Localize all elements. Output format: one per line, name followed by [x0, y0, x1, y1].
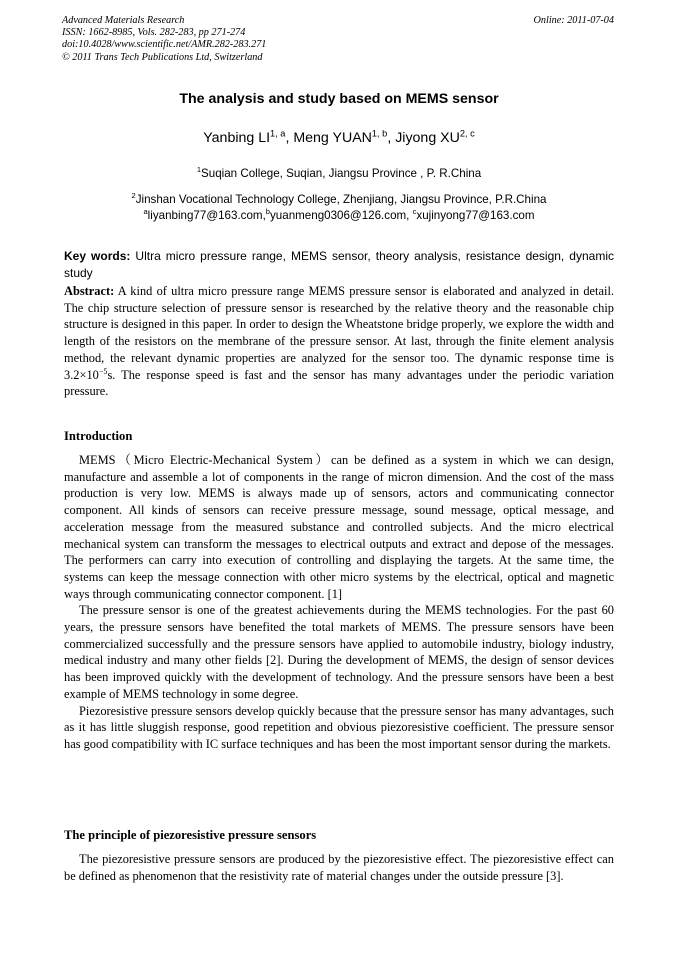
journal-copyright: © 2011 Trans Tech Publications Ltd, Switzerland: [62, 51, 263, 63]
paragraph: Piezoresistive pressure sensors develop quickly because that the pressure sensor has many advantages, such as it has little sluggish response, good repetition and obvious piezoresistive coefficient. The pressure sensor has good compatibility with IC surface techniques and has been the most important sensor during the markets.: [64, 703, 614, 751]
paragraph: The pressure sensor is one of the greatest achievements during the MEMS technologies. For the past 60 years, the pressure sensors have benefited the total markets of MEMS. The pressure sensors have been commercialized successfully and the pressure sensors have applied to automobile industry, biology industry, medical industry and many other fields [2]. During the development of MEMS, the design of sensor devices has been improved quickly with the development of technology. And the pressure sensors have been a best example of MEMS technology in some degree.: [64, 603, 614, 701]
section-heading-introduction: Introduction: [64, 429, 133, 443]
email-mark: a: [143, 207, 148, 217]
affiliation-text: Jinshan Vocational Technology College, Zhenjiang, Jiangsu Province, P.R.China: [135, 193, 547, 206]
abstract-text-end: s. The response speed is fast and the sensor has many advantages under the periodic variation pressure.: [64, 367, 614, 399]
email-address: yuanmeng0306@126.com,: [270, 209, 413, 222]
author-list: [0, 130, 678, 146]
affiliation-2: [0, 193, 678, 206]
online-date: Online: 2011-07-04: [533, 15, 614, 26]
abstract-exponent: −5: [98, 366, 108, 376]
abstract-text: A kind of ultra micro pressure range MEMS pressure sensor is elaborated and analyzed in detail. The chip structure selection of pressure sensor is researched by the relative theory and the reasonable chip structure is designed in this paper. In order to design the Wheatstone bridge properly, we explore the width and length of the resistors on the membrane of the pressure sensor. At last, through the finite element analysis method, the relevant dynamic properties are analyzed for the sensor too. The dynamic response time is 3.2×10: [64, 284, 614, 382]
affiliation-mark: 2: [131, 191, 136, 201]
paragraph: The piezoresistive pressure sensors are produced by the piezoresistive effect. The piezoresistive effect can be defined as phenomenon that the resistivity rate of material changes under the outside pressure [3].: [64, 852, 614, 883]
author-affiliation-mark: 1, a: [270, 128, 286, 139]
keywords-label: Key words:: [64, 249, 131, 263]
email-address: liyanbing77@163.com,: [147, 209, 266, 222]
email-mark: b: [265, 207, 270, 217]
abstract-label: Abstract:: [64, 284, 115, 298]
journal-name: Advanced Materials Research: [62, 15, 185, 26]
affiliation-1: [0, 167, 678, 180]
author-separator: ,: [285, 130, 294, 146]
author-separator: ,: [387, 130, 396, 146]
author-affiliation-mark: 2, c: [459, 128, 475, 139]
author-emails: [0, 209, 678, 222]
author-name: Jiyong XU: [395, 130, 460, 146]
introduction-body: [64, 452, 614, 753]
email-mark: c: [412, 207, 417, 217]
keywords: [64, 248, 614, 281]
affiliation-mark: 1: [196, 165, 202, 175]
keywords-text: Ultra micro pressure range, MEMS sensor, theory analysis, resistance design, dynamic study: [64, 249, 614, 280]
abstract: [64, 283, 614, 400]
journal-issn: ISSN: 1662-8985, Vols. 282-283, pp 271-274: [62, 27, 246, 39]
author-affiliation-mark: 1, b: [371, 128, 388, 139]
principle-body: [64, 851, 614, 884]
paper-title: The analysis and study based on MEMS sensor: [179, 91, 499, 107]
author-name: Yanbing LI: [203, 130, 271, 146]
email-address: xujinyong77@163.com: [416, 209, 535, 222]
author-name: Meng YUAN: [293, 130, 372, 146]
journal-header: [62, 15, 266, 64]
journal-doi: doi:10.4028/www.scientific.net/AMR.282-283.271: [62, 39, 267, 51]
affiliation-text: Suqian College, Suqian, Jiangsu Province , P. R.China: [201, 167, 482, 180]
paragraph: MEMS（Micro Electric-Mechanical System）can be defined as a system in which we can design, manufacture and assemble a lot of components in the range of micron dimension. And the cost of the mass production is very low. MEMS is always made up of sensors, actors and communicating connector component. All kinds of sensors can receive pressure message, sound message, optical message, and acceleration message from the measured substance and controlled subjects. And the micro electrical mechanical system can transform the messages to electrical outputs and extract and depose of the messages. The performers can carry into execution of controlling and displaying the targets. At the same time, the systems can keep the message connection with other micro systems by the electrical, optical and magnetic ways through communicating connector component. [1]: [64, 453, 614, 601]
section-heading-principle: The principle of piezoresistive pressure sensors: [64, 828, 317, 842]
